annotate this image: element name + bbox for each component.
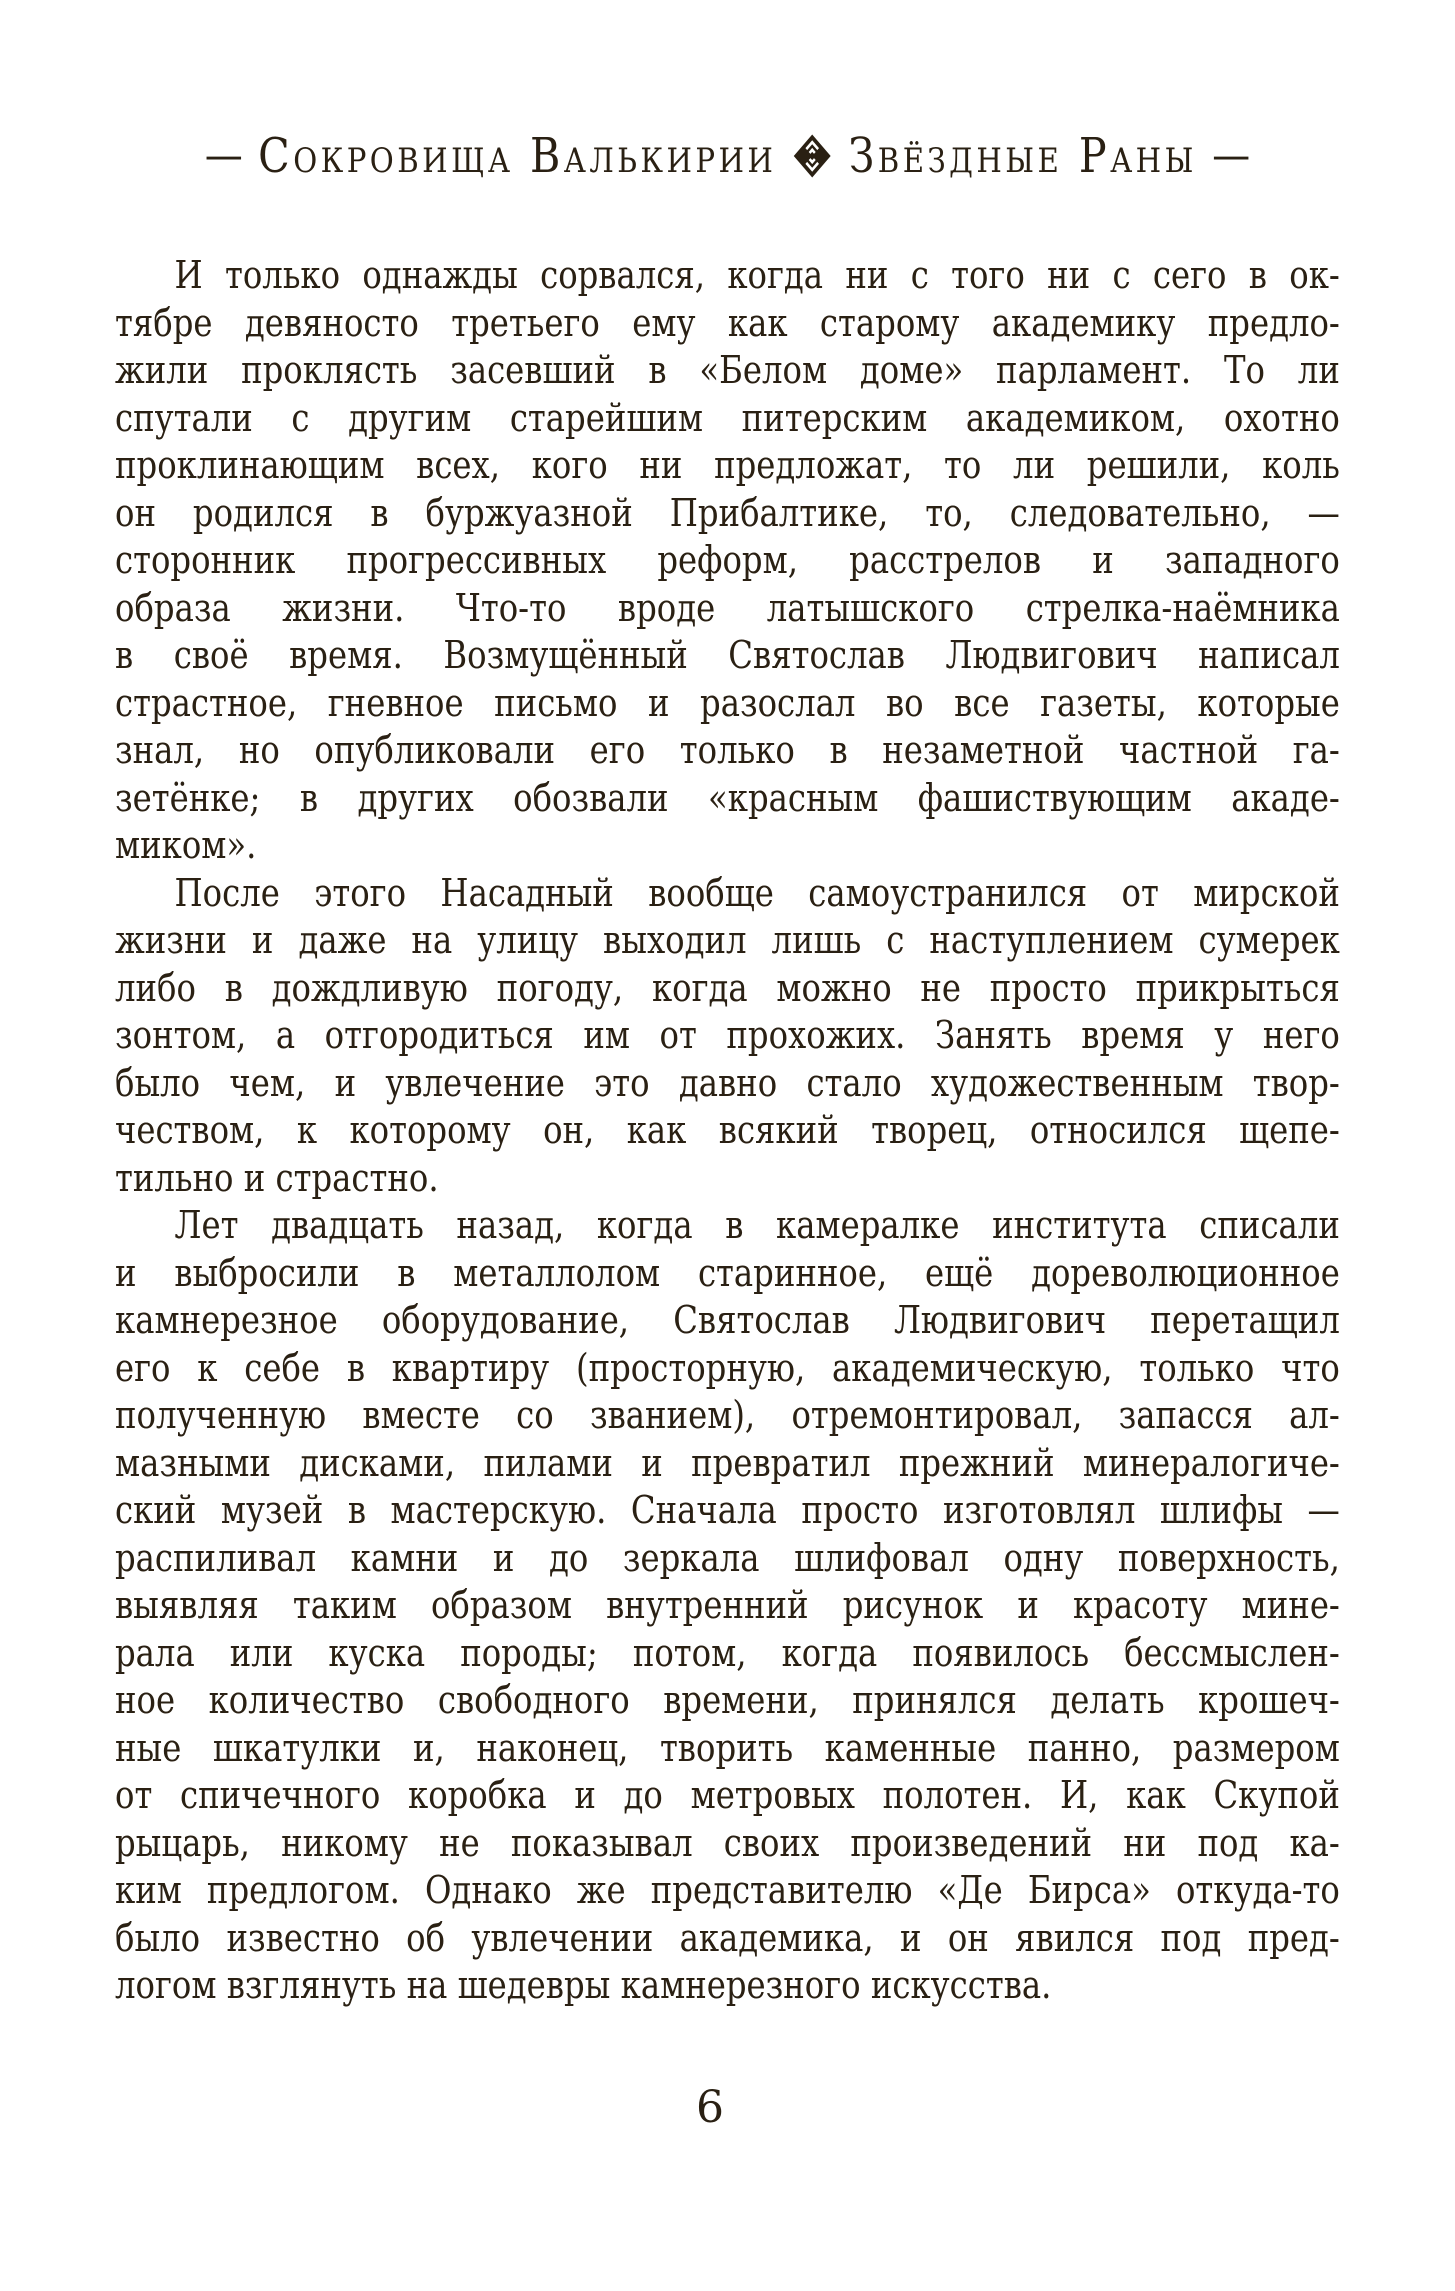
- text-line: тябре девяносто третьего ему как старому академику предло-: [115, 300, 1340, 345]
- text-line: проклинающим всех, кого ни предложат, то ли решили, коль: [115, 443, 1340, 487]
- text-line: и выбросили в металлолом старинное, ещё дореволюционное: [115, 1250, 1340, 1295]
- text-body: [115, 252, 1340, 2010]
- paragraph: [115, 1202, 1340, 2010]
- text-line: он родился в буржуазной Прибалтике, то, следовательно, —: [115, 490, 1340, 535]
- text-line: сторонник прогрессивных реформ, расстрелов и западного: [115, 538, 1340, 582]
- paragraph: [115, 870, 1340, 1203]
- text-line: зонтом, а отгородиться им от прохожих. Занять время у него: [115, 1013, 1340, 1057]
- diamond-meander-ornament-icon: [790, 130, 835, 182]
- text-line: его к себе в квартиру (просторную, академическую, только что: [115, 1345, 1340, 1390]
- text-line: зетёнке; в других обозвали «красным фашиствующим акаде-: [115, 775, 1340, 820]
- series-title: Сокровища Валькирии: [258, 128, 777, 184]
- text-line: в своё время. Возмущённый Святослав Людвигович написал: [115, 633, 1340, 677]
- text-line: рыцарь, никому не показывал своих произведений ни под ка-: [115, 1820, 1340, 1865]
- text-line: жили проклясть засевший в «Белом доме» парламент. То ли: [115, 348, 1340, 392]
- text-line: страстное, гневное письмо и разослал во все газеты, которые: [115, 680, 1340, 725]
- text-line: знал, но опубликовали его только в незаметной частной га-: [115, 728, 1340, 772]
- text-line: тильно и страстно.: [115, 1155, 439, 1200]
- text-line: было известно об увлечении академика, и он явился под пред-: [115, 1915, 1340, 1960]
- text-line: ский музей в мастерскую. Сначала просто изготовлял шлифы —: [115, 1488, 1340, 1532]
- text-line: полученную вместе со званием), отремонтировал, запасся ал-: [115, 1393, 1340, 1437]
- text-line: от спичечного коробка и до метровых полотен. И, как Скупой: [115, 1773, 1340, 1817]
- running-header: [102, 128, 1353, 184]
- text-line: мазными дисками, пилами и превратил прежний минералогиче-: [115, 1440, 1340, 1485]
- text-line: было чем, и увлечение это давно стало художественным твор-: [115, 1060, 1340, 1105]
- text-line: выявляя таким образом внутренний рисунок и красоту мине-: [115, 1583, 1340, 1627]
- book-title: Звёздные Раны: [848, 128, 1197, 184]
- text-line: логом взглянуть на шедевры камнерезного искусства.: [115, 1963, 1052, 2007]
- text-line: распиливал камни и до зеркала шлифовал одну поверхность,: [115, 1535, 1340, 1580]
- text-line: ные шкатулки и, наконец, творить каменные панно, размером: [115, 1725, 1340, 1770]
- text-line: После этого Насадный вообще самоустранился от мирской: [174, 870, 1340, 915]
- text-line: миком».: [115, 823, 257, 867]
- text-line: жизни и даже на улицу выходил лишь с наступлением сумерек: [115, 918, 1340, 962]
- text-line: либо в дождливую погоду, когда можно не просто прикрыться: [115, 965, 1340, 1010]
- paragraph: [115, 252, 1340, 870]
- text-line: ное количество свободного времени, принялся делать крошеч-: [115, 1678, 1340, 1722]
- text-line: ким предлогом. Однако же представителю «Де Бирса» откуда-то: [115, 1868, 1340, 1912]
- text-line: И только однажды сорвался, когда ни с того ни с сего в ок-: [174, 253, 1340, 297]
- header-dash-right: —: [1212, 130, 1251, 181]
- header-dash-left: —: [204, 130, 243, 181]
- text-line: камнерезное оборудование, Святослав Людвигович перетащил: [115, 1298, 1340, 1342]
- text-line: образа жизни. Что-то вроде латышского стрелка-наёмника: [115, 585, 1340, 630]
- text-line: рала или куска породы; потом, когда появилось бессмыслен-: [115, 1630, 1340, 1675]
- text-line: спутали с другим старейшим питерским академиком, охотно: [115, 395, 1340, 440]
- page-number: 6: [696, 2082, 724, 2133]
- text-line: Лет двадцать назад, когда в камералке института списали: [174, 1203, 1340, 1247]
- text-line: чеством, к которому он, как всякий творец, относился щепе-: [115, 1108, 1340, 1152]
